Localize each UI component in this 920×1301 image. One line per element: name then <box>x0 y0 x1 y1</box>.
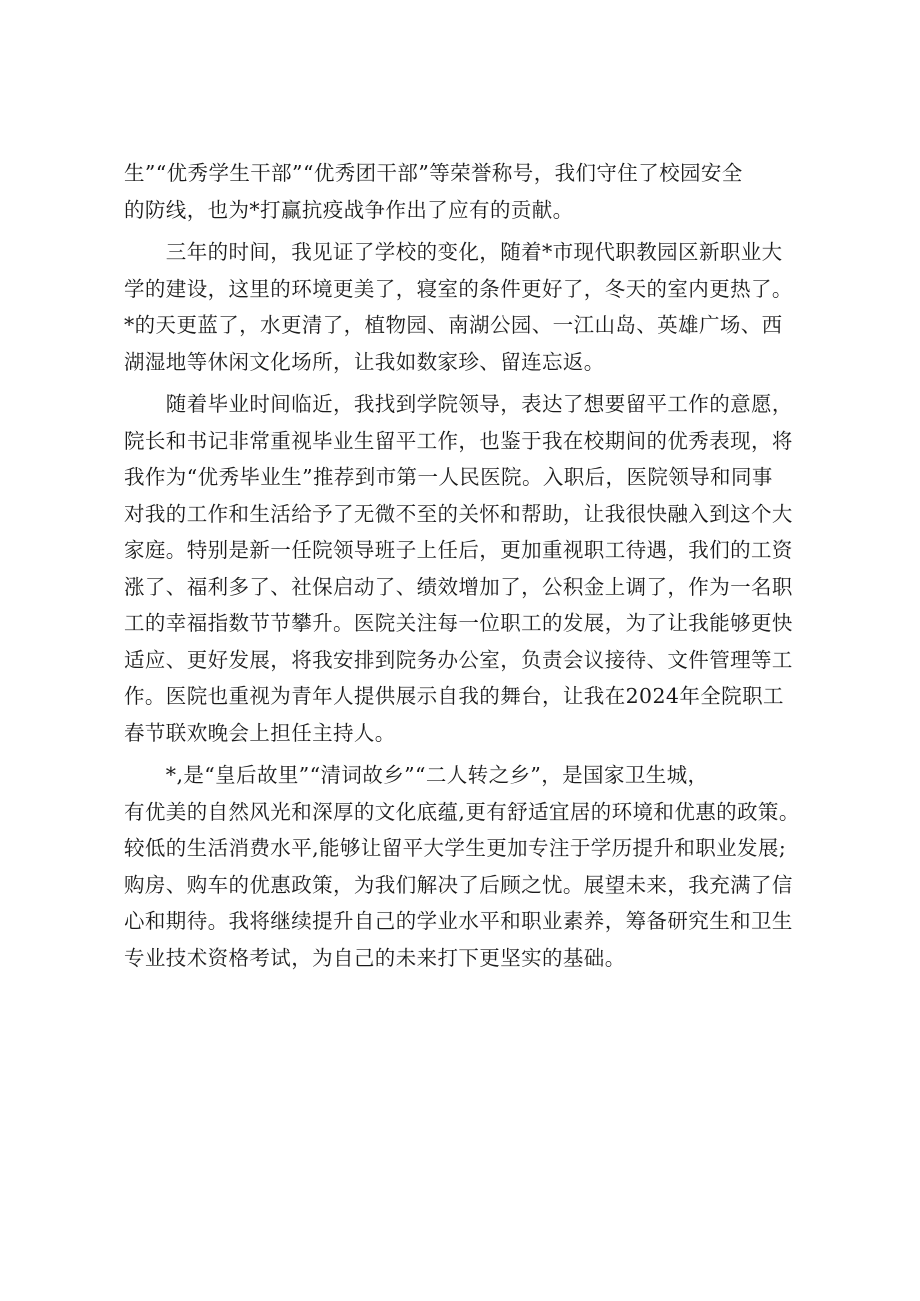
paragraph-4 <box>124 757 814 976</box>
text-line: *,是“皇后故里”“清词故乡”“二人转之乡”，是国家卫生城， <box>124 763 709 787</box>
text-line: 有优美的自然风光和深厚的文化底蕴,更有舒适宜居的环境和优惠的政策。 <box>124 799 800 824</box>
text-line: 心和期待。我将继续提升自己的学业水平和职业素养，筹备研究生和卫生 <box>124 909 793 933</box>
text-line: 的防线，也为*打赢抗疫战争作出了应有的贡献。 <box>124 197 574 222</box>
text-line: 学的建设，这里的环境更美了，寝室的条件更好了，冬天的室内更热了。 <box>124 276 793 301</box>
text-line: 工的幸福指数节节攀升。医院关注每一位职工的发展，为了让我能够更快 <box>124 611 793 635</box>
text-line: 作。医院也重视为青年人提供展示自我的舞台，让我在2024年全院职工 <box>124 684 784 708</box>
paragraph-3 <box>124 386 814 751</box>
text-line: 家庭。特别是新一任院领导班子上任后，更加重视职工待遇，我们的工资 <box>124 538 793 562</box>
text-line: 我作为“优秀毕业生”推荐到市第一人民医院。入职后，医院领导和同事 <box>124 465 773 489</box>
text-line: *的天更蓝了，水更清了，植物园、南湖公园、一江山岛、英雄广场、西 <box>124 313 783 337</box>
paragraph-1 <box>124 155 814 228</box>
text-line: 院长和书记非常重视毕业生留平工作，也鉴于我在校期间的优秀表现，将 <box>124 428 793 453</box>
text-line: 专业技术资格考试，为自己的未来打下更坚实的基础。 <box>124 945 626 970</box>
text-line: 较低的生活消费水平,能够让留平大学生更加专注于学历提升和职业发展; <box>124 836 787 860</box>
document-body <box>124 155 814 976</box>
text-line: 涨了、福利多了、社保启动了、绩效增加了，公积金上调了，作为一名职 <box>124 574 793 599</box>
text-line: 三年的时间，我见证了学校的变化，随着*市现代职教园区新职业大 <box>124 240 783 264</box>
text-line: 随着毕业时间临近，我找到学院领导，表达了想要留平工作的意愿， <box>124 392 793 416</box>
text-line: 湖湿地等休闲文化场所，让我如数家珍、留连忘返。 <box>124 349 605 374</box>
text-line: 对我的工作和生活给予了无微不至的关怀和帮助，让我很快融入到这个大 <box>124 501 793 526</box>
text-line: 购房、购车的优惠政策，为我们解决了后顾之忧。展望未来，我充满了信 <box>124 872 793 897</box>
text-line: 生”“优秀学生干部”“优秀团干部”等荣誉称号，我们守住了校园安全 <box>124 161 743 185</box>
text-line: 春节联欢晚会上担任主持人。 <box>124 720 396 745</box>
paragraph-2 <box>124 234 814 380</box>
text-line: 适应、更好发展，将我安排到院务办公室，负责会议接待、文件管理等工 <box>124 647 793 672</box>
